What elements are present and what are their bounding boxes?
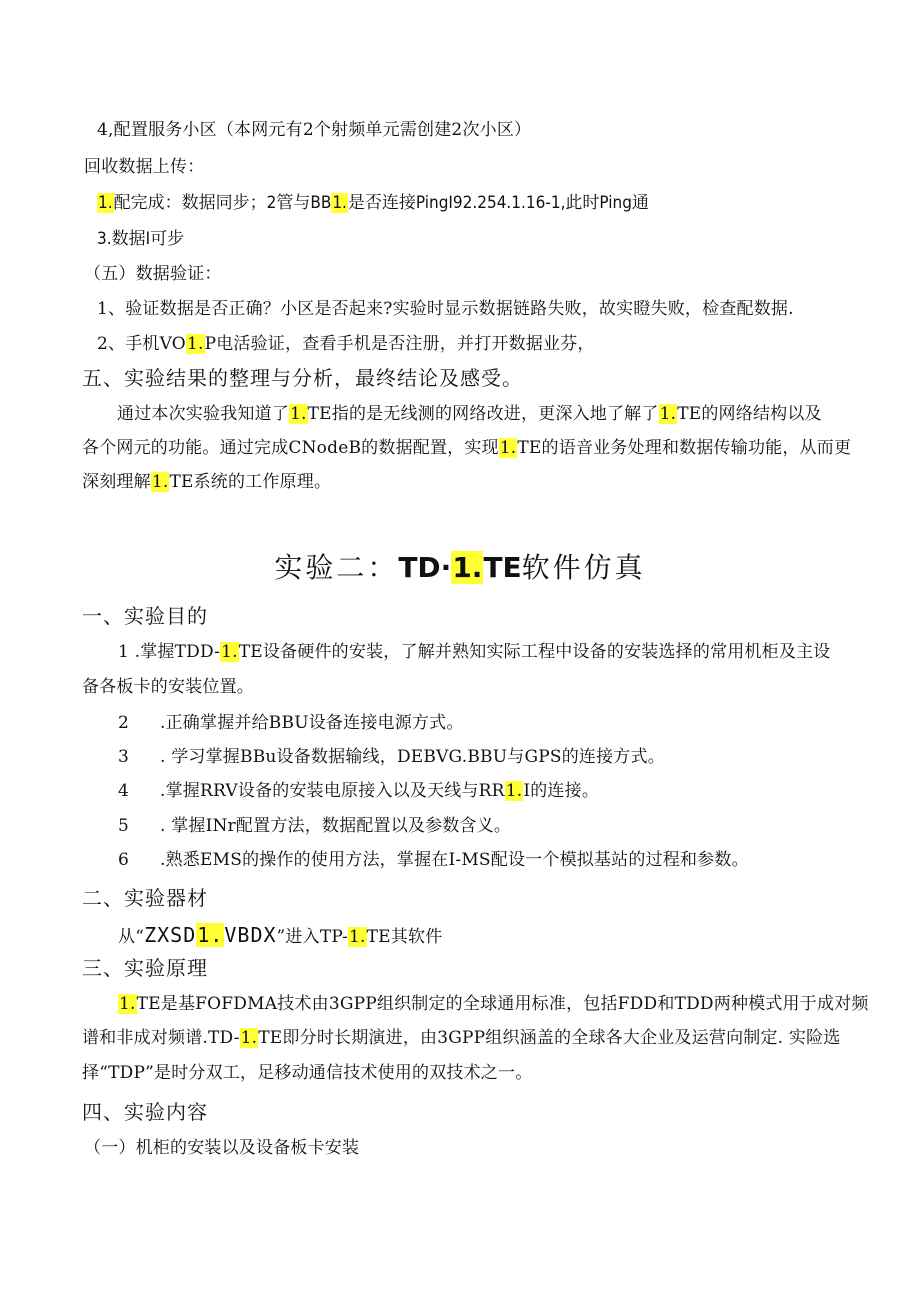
- highlight-mark: 1.: [499, 438, 517, 458]
- upload-heading: 回收数据上传：: [84, 157, 205, 177]
- equipment-line: 从“ZXSD1.VBDX”进入TP-1.TE其软件: [118, 923, 443, 947]
- highlight-mark: 1.: [659, 404, 677, 424]
- section-3-heading: 三、实验原理: [82, 956, 208, 980]
- principle-line-2: 谱和非成对频谱.TD-1.TE即分时长期演进，由3GPP组织涵盖的全球各大企业及运营向制定. 实险选: [82, 1028, 841, 1048]
- highlight-mark: 1.: [98, 193, 113, 213]
- objective-1-line-1: 1 .掌握TDD-1.TE设备硬件的安装，了解并熟知实际工程中设备的安装选择的常用机柜及主设: [118, 642, 831, 662]
- section-2-heading: 二、实验器材: [82, 886, 208, 910]
- config-cell-step: 4,配置服务小区（本网元有2个射频单元需创建2次小区）: [97, 120, 532, 140]
- conclusion-line-1: 通过本次实验我知道了1.TE指的是无线测的网络改进，更深入地了解了1.TE的网络结构以及: [117, 404, 822, 424]
- verify-item-1: 1、验证数据是否正确？小区是否起来?实验时显示数据链路失败，故实瞪失败，检查配数据.: [97, 299, 794, 319]
- highlight-mark: 1.: [151, 472, 169, 492]
- objective-6: 6 .熟悉EMS的操作的使用方法，掌握在I-MS配设一个模拟基站的过程和参数。: [118, 850, 749, 870]
- section-5-heading: 五、实验结果的整理与分析，最终结论及感受。: [82, 366, 523, 390]
- highlight-mark: 1.: [240, 1028, 258, 1048]
- content-subheading-1: （一）机柜的安装以及设备板卡安装: [84, 1138, 360, 1158]
- objective-2: 2 .正确掌握并给BBU设备连接电源方式。: [118, 713, 464, 733]
- highlight-mark: 1.: [332, 193, 347, 213]
- objective-1-line-2: 备各板卡的安装位置。: [82, 677, 254, 697]
- section-4-heading: 四、实验内容: [82, 1100, 208, 1124]
- verify-heading: （五）数据验证：: [84, 264, 222, 284]
- objective-3: 3 . 学习掌握BBu设备数据输线，DEBVG.BBU与GPS的连接方式。: [118, 747, 665, 767]
- conclusion-line-3: 深刻理解1.TE系统的工作原理。: [82, 472, 332, 492]
- conclusion-line-2: 各个网元的功能。通过完成CNodeB的数据配置，实现1.TE的语音业务处理和数据传输功能，从而更: [82, 438, 852, 458]
- highlight-mark: 1.: [119, 994, 136, 1014]
- upload-step-1: 1.配完成：数据同步；2管与BB1.是否连接PingI92.254.1.16-1,此时Ping通: [98, 193, 649, 213]
- upload-step-3: 3.数据I可步: [97, 229, 185, 249]
- highlight-mark: 1.: [186, 334, 204, 354]
- section-1-heading: 一、实验目的: [82, 604, 208, 628]
- experiment-2-title: 实验二：TD·1.TE软件仿真: [274, 551, 646, 584]
- highlight-mark: 1.: [349, 927, 366, 947]
- principle-line-1: 1.TE是基FOFDMA技术由3GPP组织制定的全球通用标准，包括FDD和TDD两种模式用于成对频: [119, 994, 869, 1014]
- objective-5: 5 . 掌握INr配置方法，数据配置以及参数含义。: [118, 816, 512, 836]
- objective-4: 4 .掌握RRV设备的安装电原接入以及天线与RR1.I的连接。: [118, 781, 600, 801]
- highlight-mark: 1.: [452, 551, 483, 584]
- verify-item-2: 2、手机VO1.P电活验证，查看手机是否注册，并打开数据业芬，: [97, 334, 595, 354]
- principle-line-3: 择“TDP”是时分双工，足移动通信技术使用的双技术之一。: [82, 1063, 533, 1083]
- highlight-mark: 1.: [505, 781, 523, 801]
- highlight-mark: 1.: [197, 923, 224, 947]
- highlight-mark: 1.: [290, 404, 307, 424]
- highlight-mark: 1.: [221, 642, 238, 662]
